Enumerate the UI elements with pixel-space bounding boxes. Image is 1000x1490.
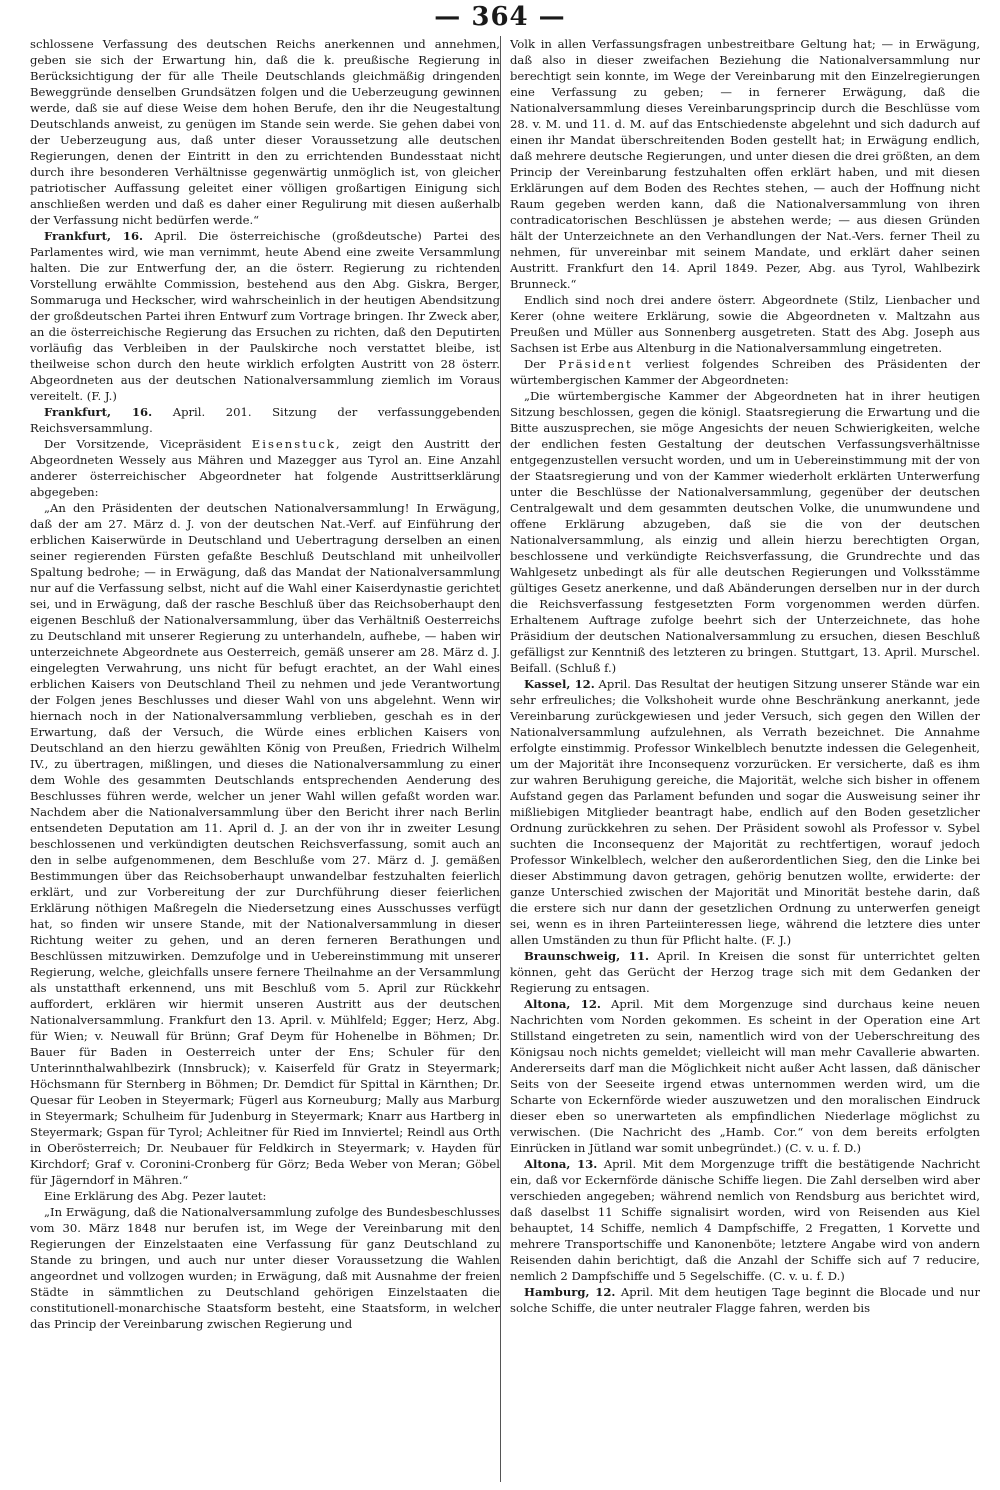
source-signature: (F. J.) (86, 389, 117, 403)
dateline: Kassel, 12. (524, 677, 595, 691)
continuation-note: (Schluß f.) (555, 661, 617, 675)
article-frankfurt-parliament: Frankfurt, 16. April. Die österreichische (großdeutsche) Partei des Parlamentes wird, wie man vernimmt, heute Abend eine zweite Versammlung halten. Die zur Entwerfung der, an die österr. Regierung zu richtenden Vorstellung erwählte Commission, bestehend aus den Abg. Giskra, Berger, Sommaruga und Heckscher, wird wahrscheinlich in der heutigen Abendsitzung der großdeutschen Partei ihren Entwurf zum Vortrage bringen. Ihr Zweck aber, an die österreichische Regierung das Ersuchen zu richten, daß den Deputirten vorläufig das Verbleiben in der Paulskirche noch verstattet bleibe, ist theilweise schon durch den heute wirklich erfolgten Austritt von 28 österr. Abgeordneten aus der deutschen Nationalversammlung ziemlich im Voraus vereitelt. (F. J.) (30, 229, 500, 403)
article-braunschweig: Braunschweig, 11. April. In Kreisen die sonst für unterrichtet gelten können, geht das Gerücht der Herzog trage sich mit dem Gedanken der Regierung zu entsagen. (510, 949, 980, 995)
page-number: — 364 — (434, 2, 566, 32)
session-report: Der Vorsitzende, Vicepräsident Eisenstuck, zeigt den Austritt der Abgeordneten Wessely aus Mähren und Mazegger aus Tyrol an. Eine Anzahl anderer österreichischer Abgeordneter hat folgende Austrittserklärung abgegeben: (30, 437, 500, 499)
page-header (0, 0, 1000, 36)
article-altona-13: Altona, 13. April. Mit dem Morgenzuge trifft die bestätigende Nachricht ein, daß vor Eckernförde dänische Schiffe liegen. Die Zahl derselben wird aber verschieden angegeben; während nemlich von Rendsburg aus berichtet wird, daß daselbst 11 Schiffe signalisirt worden, wird von Reisenden aus Kiel behauptet, 14 Schiffe, nemlich 4 Dampfschiffe, 2 Fregatten, 1 Korvette und mehrere Transportschiffe und Kanonenböte; letztere Angabe wird von andern Reisenden dahin berichtigt, daß die Anzahl der Schiffe sich auf 7 reducire, nemlich 2 Dampfschiffe und 5 Segelschiffe. (C. v. u. f. D.) (510, 1157, 980, 1283)
article-kassel: Kassel, 12. April. Das Resultat der heutigen Sitzung unserer Stände war ein sehr erfreuliches; die Volkshoheit wurde ohne Beschränkung anerkannt, jede Vereinbarung zurückgewiesen und jeder Versuch, sich gegen den Willen der Nationalversammlung aufzulehnen, als Verrath bezeichnet. Die Annahme erfolgte einstimmig. Professor Winkelblech benutzte indessen die Gelegenheit, um der Majorität ihre Inconsequenz vorzurücken. Er versicherte, daß es ihm zur wahren Beruhigung gereiche, die Majorität, welche sich bisher in offenem Aufstand gegen das Parlament befunden und sogar die Ausweisung seiner ihr mißliebigen Mitglieder beantragt habe, endlich auf den Boden gesetzlicher Ordnung zurückkehren zu sehen. Der Präsident sowohl als Professor v. Sybel suchten die Inconsequenz der Majorität zu rechtfertigen, worauf jedoch Professor Winkelblech, welcher den außerordentlichen Sieg, den die Linke bei dieser Abstimmung davon getragen, gehörig benutzen wollte, erwiderte: der ganze Unterschied zwischen der Majorität und Minorität bestehe darin, daß die erstere sich nur dann der gesetzlichen Ordnung zu unterwerfen geneigt sei, wenn es in ihren Parteiinteressen liege, während die letztere dies unter allen Umständen zu thun für Pflicht halte. (F. J.) (510, 677, 980, 947)
article-hamburg: Hamburg, 12. April. Mit dem heutigen Tage beginnt die Blocade und nur solche Schiffe, die unter neutraler Flagge fahren, werden bis (510, 1285, 980, 1315)
president-letter-intro: Der Präsident verliest folgendes Schreiben des Präsidenten der würtembergischen Kammer der Abgeordneten: (510, 357, 980, 387)
dateline: Frankfurt, 16. (44, 405, 153, 419)
right-column (510, 36, 980, 1482)
article-frankfurt-session: Frankfurt, 16. April. 201. Sitzung der verfassunggebenden Reichsversammlung. (30, 405, 500, 435)
pezer-declaration-continued: Volk in allen Verfassungsfragen unbestreitbare Geltung hat; — in Erwägung, daß also in dieser zweifachen Beziehung die Nationalversammlung nur berechtigt sein konnte, im Wege der Vereinbarung mit den Einzelregierungen eine Verfassung zu geben; — in fernerer Erwägung, daß die Nationalversammlung dieses Vereinbarungsprincip durch die Beschlüsse vom 28. v. M. und 11. d. M. auf das Entschiedenste abgelehnt und sich dadurch auf einen ihr Mandat überschreitenden Boden gestellt hat; in Erwägung endlich, daß mehrere deutsche Regierungen, und unter diesen die drei größten, an dem Princip der Vereinbarung festzuhalten offen erklärt haben, und mit diesen Erklärungen auf dem Boden des Rechtes stehen, — auch der Hoffnung nicht Raum gegeben werden kann, daß die Nationalversammlung von ihren contradicatorischen Beschlüssen je abstehen werde; — aus diesen Gründen hält der Unterzeichnete an den Verhandlungen der Nat.-Vers. ferner Theil zu nehmen, für unvereinbar mit seinem Mandate, und erklärt daher seinen Austritt. Frankfurt den 14. April 1849. Pezer, Abg. aus Tyrol, Wahlbezirk Brunneck.“ (510, 37, 980, 291)
article-continuation: schlossene Verfassung des deutschen Reichs anerkennen und annehmen, geben sie sich der Erwartung hin, daß die k. preußische Regierung in Berücksichtigung der für alle Theile Deutschlands gleichmäßig dringenden Beweggründe denselben Grundsätzen folgen und die Ueberzeugung gewinnen werde, daß sie auf diese Weise dem hohen Berufe, den ihr die Neugestaltung Deutschlands anweist, zu genügen im Stande sein werde. Sie gehen dabei von der Ueberzeugung aus, daß unter dieser Voraussetzung alle deutschen Regierungen, denen der Eintritt in den zu errichtenden Bundesstaat nicht durch ihre besonderen Verhältnisse gegenwärtig unmöglich ist, von gleicher patriotischer Auffassung geleitet einer völligen großartigen Einigung sich anschließen werden und daß es daher einer Regulirung mit diesen außerhalb der Verfassung nicht bedürfen werde.“ (30, 37, 500, 227)
article-altona-12: Altona, 12. April. Mit dem Morgenzuge sind durchaus keine neuen Nachrichten vom Norden gekommen. Es scheint in der Operation eine Art Stillstand eingetreten zu sein, namentlich wird von der Ueberschreitung des Königsau noch nichts gemeldet; vielleicht will man mehr Cavallerie abwarten. Andererseits darf man die Möglichkeit nicht außer Acht lassen, daß dänischer Seits von der Seeseite irgend etwas unternommen werden wird, um die Scharte von Eckernförde wieder auszuwetzen und den moralischen Eindruck dieser eben so unerwarteten als empfindlichen Niederlage möglichst zu verwischen. (Die Nachricht des „Hamb. Cor.“ von dem bereits erfolgten Einrücken in Jütland war somit unbegründet.) (C. v. u. f. D.) (510, 997, 980, 1155)
source-signature: (C. v. u. f. D.) (768, 1269, 845, 1283)
dateline: Altona, 12. (524, 997, 601, 1011)
wuerttemberg-letter: „Die würtembergische Kammer der Abgeordneten hat in ihrer heutigen Sitzung beschlossen, gegen die königl. Staatsregierung die Erwartung und die Bitte auszusprechen, sie möge Angesichts der neuen Schwierigkeiten, welche der endlichen festen Gestaltung der deutschen Verfassungsverhältnisse entgegenzustellen versucht worden, und um in Uebereinstimmung mit der von der Staatsregierung und von der Kammer wiederholt erklärten Unterwerfung unter die Beschlüsse der Nationalversammlung, gegenüber der deutschen Centralgewalt und dem gesammten deutschen Volke, die unumwundene und offene Erklärung abzugeben, daß sie die von der deutschen Nationalversammlung, als einzig und allein hierzu berechtigten Organ, beschlossene und verkündigte Reichsverfassung, die Grundrechte und das Wahlgesetz unbedingt als für alle deutschen Regierungen und Volksstämme gültiges Gesetz anerkenne, und daß Abänderungen derselben nur in der durch die Reichsverfassung festgesetzten Form vorgenommen werden dürfen. Erhaltenem Auftrage zufolge beehrt sich der Unterzeichnete, das hohe Präsidium der deutschen Nationalversammlung zu ersuchen, diesen Beschluß gefälligst zur Kenntniß des letzteren zu bringen. Stuttgart, 13. April. Murschel. Beifall. (Schluß f.) (510, 389, 980, 675)
further-withdrawals: Endlich sind noch drei andere österr. Abgeordnete (Stilz, Lienbacher und Kerer (ohne weitere Erklärung, sowie die Abgeordneten v. Maltzahn aus Preußen und Müller aus Sonnenberg ausgetreten. Statt des Abg. Joseph aus Sachsen ist Erbe aus Altenburg in die Nationalversammlung eingetreten. (510, 293, 980, 355)
pezer-declaration: „In Erwägung, daß die Nationalversammlung zufolge des Bundesbeschlusses vom 30. März 1848 nur berufen ist, im Wege der Vereinbarung mit den Regierungen der Einzelstaaten eine Verfassung für ganz Deutschland zu Stande zu bringen, und auch nur unter dieser Voraussetzung die Wahlen angeordnet und vollzogen wurden; in Erwägung, daß mit Ausnahme der freien Städte in sämmtlichen zu Deutschland gehörigen Einzelstaaten die constitutionell-monarchische Staatsform besteht, eine Staatsform, in welcher das Princip der Vereinbarung zwischen Regierung und (30, 1205, 500, 1331)
column-divider (500, 36, 501, 1482)
spaced-name: Eisenstuck, (251, 437, 342, 451)
dateline: Hamburg, 12. (524, 1285, 616, 1299)
left-column (30, 36, 500, 1482)
dateline: Frankfurt, 16. (44, 229, 144, 243)
source-signature: (C. v. u. f. D.) (785, 1141, 862, 1155)
dateline: Altona, 13. (524, 1157, 598, 1171)
spaced-name: Präsident (558, 357, 633, 371)
dateline: Braunschweig, 11. (524, 949, 650, 963)
source-signature: (F. J.) (761, 933, 792, 947)
withdrawal-declaration: „An den Präsidenten der deutschen Nationalversammlung! In Erwägung, daß der am 27. März d. J. von der deutschen Nat.-Verf. auf Einführung der erblichen Kaiserwürde in Deutschland und Uebertragung derselben an einen seiner regierenden Fürsten gefaßte Beschluß Deutschland mit unheilvoller Spaltung bedrohe; — in Erwägung, daß das Mandat der Nationalversammlung nur auf die Verfassung selbst, nicht auf die Wahl einer Kaiserdynastie gerichtet sei, und in Erwägung, daß der rasche Beschluß über das Reichsoberhaupt den eigenen Beschluß der Nationalversammlung, über das Verhältniß Oesterreichs zu Deutschland mit unserer Regierung zu unterhandeln, aufhebe, — haben wir unterzeichnete Abgeordnete aus Oesterreich, gemäß unserer am 28. März d. J. eingelegten Verwahrung, uns nicht für befugt erachtet, an der Wahl eines erblichen Kaisers von Deutschland Theil zu nehmen und jede Verantwortung der Folgen jenes Beschlusses und dieser Wahl von uns abgelehnt. Wenn wir hiernach noch in der Nationalversammlung verblieben, geschah es in der Erwartung, daß der Versuch, die Würde eines erblichen Kaisers von Deutschland an den hierzu gewählten König von Preußen, Friedrich Wilhelm IV., zu übertragen, mißlingen, und dieses die Nationalversammlung zu einer dem Wohle des gesammten Deutschlands entsprechenden Aenderung des Beschlusses führen werde, welcher un jener Wahl willen gefaßt worden war. Nachdem aber die Nationalversammlung über den Bericht ihrer nach Berlin entsendeten Deputation am 11. April d. J. an der von ihr in zweiter Lesung beschlossenen und verkündigten deutschen Reichsverfassung, somit auch an den in selbe aufgenommenen, dem Beschluße vom 27. März d. J. gemäßen Bestimmungen über das Reichsoberhaupt unwandelbar festzuhalten feierlich erklärt, und zur Vorbereitung der zur Durchführung dieser feierlichen Erklärung nöthigen Maßregeln die Niedersetzung eines Ausschusses verfügt hat, so finden wir unsere Stande, mit der Nationalversammlung in dieser Richtung weiter zu gehen, und an deren ferneren Berathungen und Beschlüssen mitzuwirken. Demzufolge und in Uebereinstimmung mit unserer Regierung, welche, gleichfalls unsere fernere Theilnahme an der Versammlung als unstatthaft erkennend, uns mit Beschluß vom 5. April zur Rückkehr auffordert, erklären wir hiermit unseren Austritt aus der deutschen Nationalversammlung. Frankfurt den 13. April. v. Mühlfeld; Egger; Herz, Abg. für Wien; v. Neuwall für Brünn; Graf Deym für Hohenelbe in Böhmen; Dr. Bauer für Baden in Oesterreich unter der Ens; Schuler für den Unterinnthalwahlbezirk (Innsbruck); v. Kaiserfeld für Gratz in Steyermark; Höchsmann für Sternberg in Böhmen; Dr. Demdict für Spittal in Kärnthen; Dr. Quesar für Leoben in Steyermark; Fügerl aus Korneuburg; Mally aus Marburg in Steyermark; Schulheim für Judenburg in Steyermark; Knarr aus Hartberg in Steyermark; Gspan für Tyrol; Achleitner für Ried im Innviertel; Reindl aus Orth in Oberösterreich; Dr. Neubauer für Feldkirch in Steyermark; v. Hayden für Kirchdorf; Graf v. Coronini-Cronberg für Görz; Beda Weber von Meran; Göbel für Jägerndorf in Mähren.“ (30, 501, 500, 1187)
pezer-intro: Eine Erklärung des Abg. Pezer lautet: (44, 1189, 267, 1203)
